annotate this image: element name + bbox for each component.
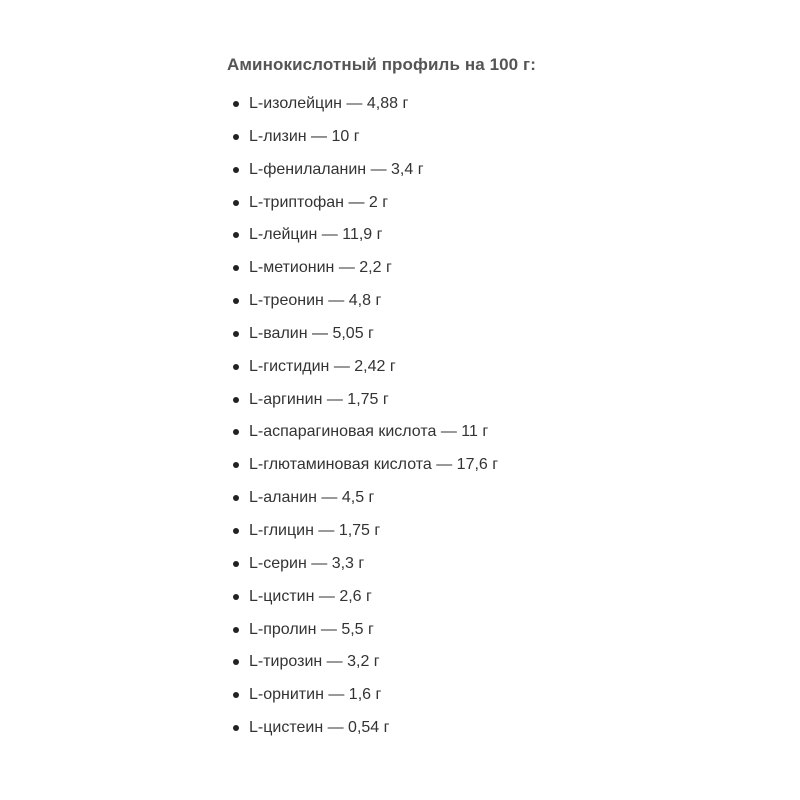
list-item-text: L-глютаминовая кислота — 17,6 г xyxy=(249,456,499,474)
list-item xyxy=(230,388,498,421)
list-item xyxy=(230,355,498,388)
list-item xyxy=(230,453,498,486)
list-item-text: L-аспарагиновая кислота — 11 г xyxy=(249,423,489,441)
list-item-text: L-треонин — 4,8 г xyxy=(249,292,382,310)
list-item xyxy=(230,125,498,158)
bullet-icon xyxy=(233,495,239,501)
amino-profile-heading: Аминокислотный профиль на 100 г: xyxy=(227,55,537,74)
bullet-icon xyxy=(233,364,239,370)
bullet-icon xyxy=(233,265,239,271)
list-item xyxy=(230,92,498,125)
list-item-text: L-лизин — 10 г xyxy=(249,127,360,145)
list-item xyxy=(230,191,498,224)
amino-acid-list xyxy=(230,92,498,749)
list-item-text: L-метионин — 2,2 г xyxy=(249,259,392,277)
list-item-text: L-триптофан — 2 г xyxy=(249,193,389,211)
list-item xyxy=(230,420,498,453)
bullet-icon xyxy=(233,101,239,107)
list-item xyxy=(230,716,498,749)
bullet-icon xyxy=(233,232,239,238)
list-item-text: L-аргинин — 1,75 г xyxy=(249,390,389,408)
bullet-icon xyxy=(233,594,239,600)
list-item xyxy=(230,585,498,618)
bullet-icon xyxy=(233,561,239,567)
list-item-text: L-цистеин — 0,54 г xyxy=(249,719,390,737)
bullet-icon xyxy=(233,429,239,435)
list-item xyxy=(230,552,498,585)
list-item-text: L-тирозин — 3,2 г xyxy=(249,653,380,671)
list-item xyxy=(230,223,498,256)
list-item xyxy=(230,289,498,322)
bullet-icon xyxy=(233,134,239,140)
list-item xyxy=(230,322,498,355)
bullet-icon xyxy=(233,200,239,206)
list-item-text: L-лейцин — 11,9 г xyxy=(249,226,383,244)
list-item-text: L-гистидин — 2,42 г xyxy=(249,357,396,375)
bullet-icon xyxy=(233,528,239,534)
list-item-text: L-валин — 5,05 г xyxy=(249,324,374,342)
list-item-text: L-изолейцин — 4,88 г xyxy=(249,95,409,112)
list-item-text: L-серин — 3,3 г xyxy=(249,554,365,572)
bullet-icon xyxy=(233,627,239,633)
list-item-text: L-аланин — 4,5 г xyxy=(249,489,375,507)
list-item-text: L-фенилаланин — 3,4 г xyxy=(249,160,424,178)
list-item-text: L-глицин — 1,75 г xyxy=(249,521,381,539)
bullet-icon xyxy=(233,298,239,304)
bullet-icon xyxy=(233,397,239,403)
bullet-icon xyxy=(233,167,239,173)
list-item xyxy=(230,650,498,683)
list-item xyxy=(230,256,498,289)
bullet-icon xyxy=(233,725,239,731)
list-item xyxy=(230,158,498,191)
list-item-text: L-пролин — 5,5 г xyxy=(249,620,374,638)
list-item xyxy=(230,519,498,552)
bullet-icon xyxy=(233,462,239,468)
list-item xyxy=(230,618,498,651)
list-item xyxy=(230,486,498,519)
bullet-icon xyxy=(233,659,239,665)
bullet-icon xyxy=(233,331,239,337)
list-item-text: L-орнитин — 1,6 г xyxy=(249,686,382,704)
bullet-icon xyxy=(233,692,239,698)
list-item-text: L-цистин — 2,6 г xyxy=(249,587,372,605)
list-item xyxy=(230,683,498,716)
